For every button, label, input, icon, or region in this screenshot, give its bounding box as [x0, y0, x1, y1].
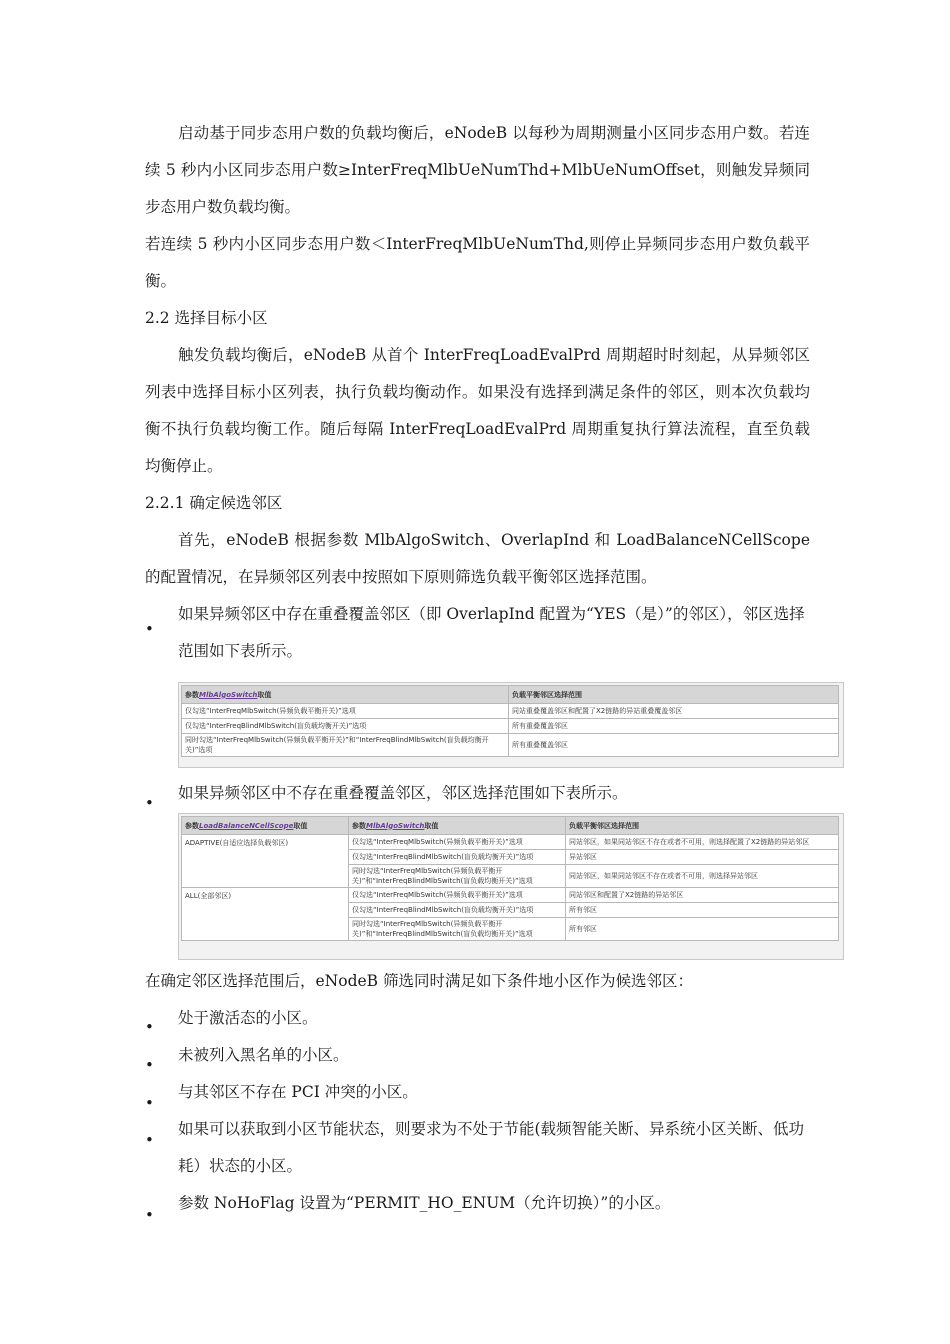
- condition-nohoflag: 参数 NoHoFlag 设置为“PERMIT_HO_ENUM（允许切换）”的小区。: [178, 1194, 671, 1212]
- condition-no-pci-conflict: 与其邻区不存在 PCI 冲突的小区。: [178, 1083, 418, 1101]
- table-cell: 同站邻区，如果同站邻区不存在或者不可用，则选择配置了X2链路的异站邻区: [566, 835, 839, 850]
- table-cell: 同时勾选“InterFreqMlbSwitch(异频负载平衡开关)”和“InterFreqBlindMlbSwitch(盲负载均衡开关)”选项: [349, 865, 566, 888]
- paragraph-trigger: 启动基于同步态用户数的负载均衡后，eNodeB 以每秒为周期测量小区同步态用户数。若连续 5 秒内小区同步态用户数≥InterFreqMlbUeNumThd+MlbUeNumOffset，则触发异频同步态用户数负载均衡。: [145, 124, 810, 216]
- table-header-cell: 负载平衡邻区选择范围: [566, 817, 839, 835]
- table-header-cell: 参数LoadBalanceNCellScope取值: [182, 817, 349, 835]
- table-cell: 仅勾选“InterFreqMlbSwitch(异频负载平衡开关)”选项: [182, 704, 509, 719]
- condition-not-blacklisted: 未被列入黑名单的小区。: [178, 1046, 349, 1064]
- section-heading-2-2-1: 2.2.1 确定候选邻区: [145, 494, 283, 512]
- mlbalgoswitch-link[interactable]: MlbAlgoSwitch: [199, 690, 258, 699]
- table-cell: 同站邻区，如果同站邻区不存在或者不可用，则选择异站邻区: [566, 865, 839, 888]
- table-cell: 同站重叠覆盖邻区和配置了X2链路的异站重叠覆盖邻区: [509, 704, 839, 719]
- paragraph-candidate-intro: 首先，eNodeB 根据参数 MlbAlgoSwitch、OverlapInd 和 LoadBalanceNCellScope 的配置情况，在异频邻区列表中按照如下原则筛选负载平衡邻区选择范围。: [145, 531, 810, 586]
- table-row: [182, 704, 839, 719]
- table-cell: 仅勾选“InterFreqBlindMlbSwitch(盲负载均衡开关)”选项: [349, 903, 566, 918]
- table-cell: 同时勾选“InterFreqMlbSwitch(异频负载平衡开关)”和“InterFreqBlindMlbSwitch(盲负载均衡开关)”选项: [182, 734, 509, 757]
- table-cell: 仅勾选“InterFreqMlbSwitch(异频负载平衡开关)”选项: [349, 835, 566, 850]
- table-cell: 仅勾选“InterFreqBlindMlbSwitch(盲负载均衡开关)”选项: [349, 850, 566, 865]
- table-cell: 所有重叠覆盖邻区: [509, 734, 839, 757]
- table-cell: 同时勾选“InterFreqMlbSwitch(异频负载平衡开关)”和“InterFreqBlindMlbSwitch(盲负载均衡开关)”选项: [349, 918, 566, 941]
- bullet-icon: [145, 624, 155, 634]
- table-row: [182, 835, 839, 850]
- no-overlap-scope-table: [181, 816, 839, 941]
- table-header-cell: 参数MlbAlgoSwitch取值: [349, 817, 566, 835]
- paragraph-select-target: 触发负载均衡后，eNodeB 从首个 InterFreqLoadEvalPrd 周期超时时刻起，从异频邻区列表中选择目标小区列表，执行负载均衡动作。如果没有选择到满足条件的邻区，则本次负载均衡不执行负载均衡工作。随后每隔 InterFreqLoadEvalPrd 周期重复执行算法流程，直至负载均衡停止。: [145, 346, 810, 475]
- bullet-icon: [145, 1098, 155, 1108]
- table-cell: 同站邻区和配置了X2链路的异站邻区: [566, 888, 839, 903]
- paragraph-candidate-conditions: 在确定邻区选择范围后，eNodeB 筛选同时满足如下条件地小区作为候选邻区：: [145, 972, 693, 990]
- table-cell: 仅勾选“InterFreqBlindMlbSwitch(盲负载均衡开关)”选项: [182, 719, 509, 734]
- overlap-scope-table: [181, 685, 839, 757]
- table-header-cell: 参数MlbAlgoSwitch取值: [182, 686, 509, 704]
- table-cell: 所有邻区: [566, 903, 839, 918]
- condition-not-energy-saving: 如果可以获取到小区节能状态，则要求为不处于节能(载频智能关断、异系统小区关断、低功耗）状态的小区。: [178, 1120, 805, 1175]
- table-header-row: [182, 817, 839, 835]
- bullet-icon: [145, 1210, 155, 1220]
- bullet-icon: [145, 798, 155, 808]
- mlbalgoswitch-link[interactable]: MlbAlgoSwitch: [366, 821, 425, 830]
- section-heading-2-2: 2.2 选择目标小区: [145, 309, 268, 327]
- table-row: [182, 888, 839, 903]
- table-header-cell: 负载平衡邻区选择范围: [509, 686, 839, 704]
- table-cell: 所有重叠覆盖邻区: [509, 719, 839, 734]
- table-row: [182, 719, 839, 734]
- bullet-overlap-exists: 如果异频邻区中存在重叠覆盖邻区（即 OverlapInd 配置为“YES（是）”的邻区），邻区选择范围如下表所示。: [178, 605, 805, 660]
- table-header-row: [182, 686, 839, 704]
- loadbalancencellscope-link[interactable]: LoadBalanceNCellScope: [199, 821, 294, 830]
- condition-active: 处于激活态的小区。: [178, 1009, 318, 1027]
- bullet-icon: [145, 1060, 155, 1070]
- bullet-icon: [145, 1022, 155, 1032]
- table-cell: ADAPTIVE(自适应选择负载邻区): [182, 835, 349, 888]
- table-cell: 所有邻区: [566, 918, 839, 941]
- table-row: [182, 734, 839, 757]
- bullet-icon: [145, 1135, 155, 1145]
- table-cell: 仅勾选“InterFreqMlbSwitch(异频负载平衡开关)”选项: [349, 888, 566, 903]
- paragraph-stop: 若连续 5 秒内小区同步态用户数＜InterFreqMlbUeNumThd,则停止异频同步态用户数负载平衡。: [145, 235, 810, 290]
- table-cell: 异站邻区: [566, 850, 839, 865]
- table-cell: ALL(全部邻区): [182, 888, 349, 941]
- bullet-no-overlap: 如果异频邻区中不存在重叠覆盖邻区，邻区选择范围如下表所示。: [178, 784, 628, 802]
